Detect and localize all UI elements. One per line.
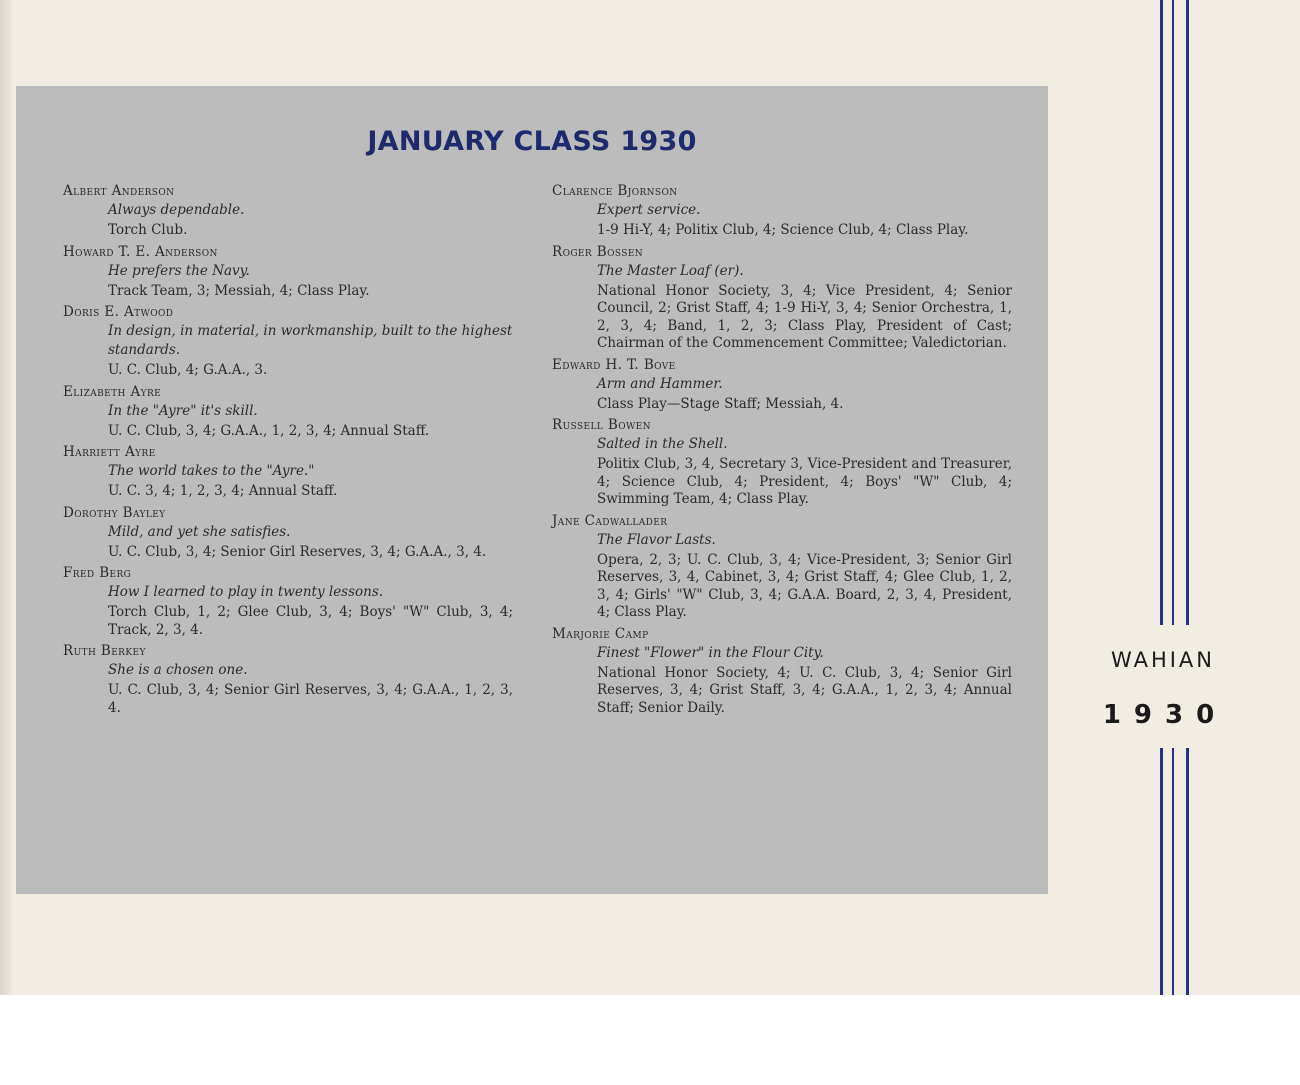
student-motto: The Flavor Lasts. — [597, 531, 716, 548]
student-activities: 1-9 Hi-Y, 4; Politix Club, 4; Science Club, 4; Class Play. — [597, 222, 969, 238]
student-motto: The world takes to the "Ayre." — [108, 463, 315, 479]
student-motto: In the "Ayre" it's skill. — [108, 402, 258, 419]
student-name: Russell Bowen — [552, 417, 651, 433]
student-activities: Track Team, 3; Messiah, 4; Class Play. — [108, 282, 370, 299]
student-entry — [552, 625, 1012, 718]
roster-column-right — [552, 182, 1012, 720]
yearbook-title: WAHIAN — [1110, 648, 1216, 672]
student-entry — [552, 512, 1012, 622]
student-entry — [63, 243, 513, 301]
student-name: Ruth Berkey — [63, 643, 146, 659]
student-activities: Politix Club, 3, 4, Secretary 3, Vice-President and Treasurer, 4; Science Club, 4; President, 4; Boys' "W" Club, 4; Swimming Team, 4; Class Play. — [597, 456, 1012, 507]
student-name: Roger Bossen — [552, 243, 644, 260]
page-title: JANUARY CLASS 1930 — [367, 126, 697, 157]
student-motto: How I learned to play in twenty lessons. — [108, 584, 384, 600]
bottom-margin — [0, 995, 1300, 1085]
roster-column-left — [63, 182, 513, 720]
student-entry — [63, 443, 513, 501]
student-name: Albert Anderson — [63, 183, 175, 199]
student-entry — [552, 182, 1012, 240]
student-activities: Opera, 2, 3; U. C. Club, 3, 4; Vice-President, 3; Senior Girl Reserves, 3, 4, Cabinet, 3, 4; Grist Staff, 4; Glee Club, 1, 2, 3, 4; Girls' "W" Club, 3, 4; G.A.A. Board, 2, 3, 4, President, 4; Class Play. — [597, 551, 1012, 620]
student-activities: U. C. Club, 4; G.A.A., 3. — [108, 362, 268, 378]
student-name: Harriett Ayre — [63, 444, 156, 460]
student-entry — [552, 416, 1012, 509]
student-name: Dorothy Bayley — [63, 504, 166, 521]
student-motto: He prefers the Navy. — [108, 262, 250, 279]
student-entry — [63, 182, 513, 240]
student-motto: The Master Loaf (er). — [597, 262, 744, 279]
student-activities: Torch Club, 1, 2; Glee Club, 3, 4; Boys' "W" Club, 3, 4; Track, 2, 3, 4. — [108, 604, 513, 638]
decorative-rule — [1172, 748, 1174, 995]
decorative-rule — [1186, 0, 1189, 625]
decorative-rule — [1186, 748, 1189, 995]
student-motto: Mild, and yet she satisfies. — [108, 523, 291, 540]
student-entry — [552, 356, 1012, 414]
student-name: Clarence Bjornson — [552, 183, 678, 199]
student-activities: Class Play—Stage Staff; Messiah, 4. — [597, 395, 844, 412]
student-motto: Finest "Flower" in the Flour City. — [597, 644, 824, 661]
student-entry — [63, 642, 513, 717]
student-activities: U. C. Club, 3, 4; G.A.A., 1, 2, 3, 4; Annual Staff. — [108, 422, 430, 439]
student-name: Jane Cadwallader — [552, 512, 668, 529]
student-name: Doris E. Atwood — [63, 304, 174, 320]
student-name: Edward H. T. Bove — [552, 356, 676, 373]
student-name: Elizabeth Ayre — [63, 383, 162, 400]
decorative-rule — [1172, 0, 1174, 625]
student-entry — [552, 243, 1012, 353]
page-binding-edge — [0, 0, 12, 995]
student-entry — [63, 383, 513, 441]
student-name: Fred Berg — [63, 565, 132, 581]
student-activities: Torch Club. — [108, 222, 188, 238]
student-activities: National Honor Society, 3, 4; Vice President, 4; Senior Council, 2; Grist Staff, 4; 1-9 Hi-Y, 3, 4; Senior Orchestra, 1, 2, 3, 4; Band, 1, 2, 3; Class Play, President of Cast; Chairman of the Commencement Committee; Valedictorian. — [597, 282, 1012, 351]
student-motto: Arm and Hammer. — [597, 375, 723, 392]
student-name: Marjorie Camp — [552, 625, 649, 642]
student-entry — [63, 504, 513, 562]
student-activities: U. C. Club, 3, 4; Senior Girl Reserves, 3, 4; G.A.A., 3, 4. — [108, 543, 487, 560]
student-motto: Salted in the Shell. — [597, 436, 728, 452]
student-name: Howard T. E. Anderson — [63, 243, 218, 260]
student-entry — [63, 564, 513, 639]
yearbook-year: 1930 — [1102, 700, 1228, 730]
student-motto: She is a chosen one. — [108, 662, 248, 678]
class-roster-panel — [16, 86, 1048, 894]
student-entry — [63, 303, 513, 380]
student-motto: In design, in material, in workmanship, built to the highest standards. — [108, 323, 513, 358]
decorative-rule — [1160, 748, 1163, 995]
student-motto: Expert service. — [597, 202, 701, 218]
student-activities: National Honor Society, 4; U. C. Club, 3, 4; Senior Girl Reserves, 3, 4; Grist Staff, 3, 4; G.A.A., 1, 2, 3, 4; Annual Staff; Senior Daily. — [597, 664, 1012, 716]
student-activities: U. C. 3, 4; 1, 2, 3, 4; Annual Staff. — [108, 483, 338, 499]
decorative-rule — [1160, 0, 1163, 625]
student-motto: Always dependable. — [108, 202, 245, 218]
student-activities: U. C. Club, 3, 4; Senior Girl Reserves, 3, 4; G.A.A., 1, 2, 3, 4. — [108, 682, 513, 716]
